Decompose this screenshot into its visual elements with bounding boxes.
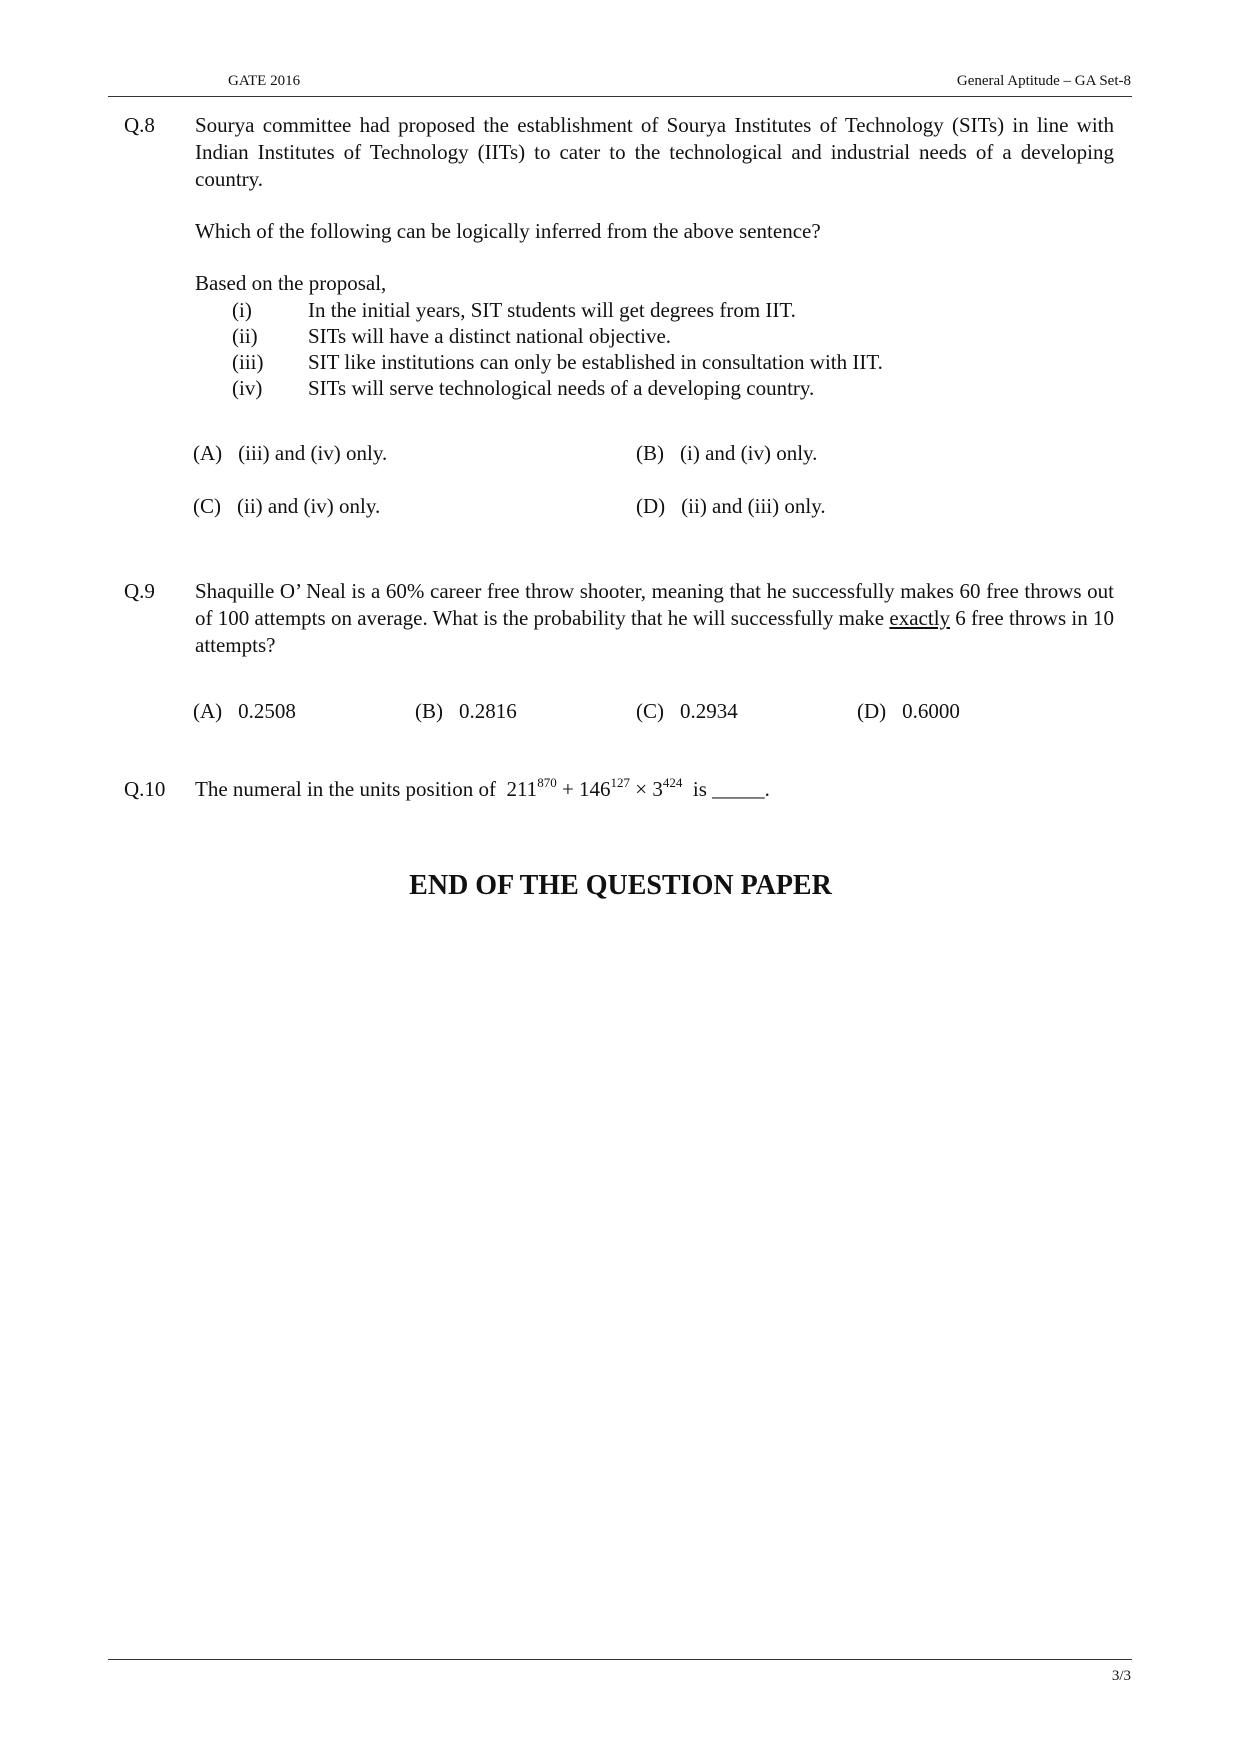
option-a (193, 440, 387, 467)
stem-text: The numeral in the units position of (195, 777, 496, 801)
statement-numeral: (iii) (232, 350, 264, 374)
option-b (415, 698, 517, 725)
question-body (195, 578, 1114, 725)
statement-text: SIT like institutions can only be established in consultation with IIT. (308, 350, 883, 374)
header-section-name: General Aptitude – GA Set-8 (956, 73, 1131, 89)
statement-numeral: (iv) (232, 376, 263, 400)
math-base: 146 (579, 777, 611, 801)
header-rule (108, 96, 1132, 97)
question-stem (195, 578, 1114, 659)
option-text: 0.6000 (902, 699, 960, 723)
option-b (636, 440, 817, 467)
option-c (193, 493, 380, 520)
question-number: Q.9 (124, 579, 155, 603)
end-of-paper-title: END OF THE QUESTION PAPER (409, 870, 832, 901)
question-number: Q.10 (124, 777, 166, 801)
math-exponent: 870 (537, 775, 557, 790)
footer-rule (108, 1659, 1132, 1660)
option-label: (C) (193, 494, 221, 518)
statement-item (195, 349, 1114, 375)
question-stem: Sourya committee had proposed the establishment of Sourya Institutes of Technology (SITs) in line with Indian Institutes of Technology (IITs) to cater to the technological and industrial needs of a developing country. (195, 113, 1114, 191)
math-exponent: 127 (610, 775, 631, 790)
header-exam-name: GATE 2016 (228, 73, 301, 89)
page-number: 3/3 (1111, 1668, 1131, 1684)
math-base: 3 (652, 777, 663, 801)
math-exponent: 424 (662, 775, 683, 790)
option-label: (C) (636, 699, 664, 723)
options-row (195, 440, 1114, 467)
statement-item (195, 375, 1114, 401)
answer-blank: _____. (712, 777, 770, 801)
statement-text: SITs will have a distinct national objective. (308, 324, 672, 348)
option-label: (A) (193, 441, 223, 465)
option-text: (i) and (iv) only. (680, 441, 818, 465)
stem-text: Shaquille O’ Neal is a 60% career free throw shooter, meaning that he successfully makes 60 free throws out of 100 attempts on average. What is the probability that he will successfully make (195, 579, 1114, 630)
statement-text: SITs will serve technological needs of a developing country. (308, 376, 815, 400)
statement-list (195, 297, 1114, 401)
statement-item (195, 323, 1114, 349)
statement-lead: Based on the proposal, (195, 271, 387, 295)
math-operator: × (635, 777, 648, 801)
math-operator: + (561, 777, 574, 801)
options-row (195, 698, 1114, 725)
option-text: (ii) and (iv) only. (237, 494, 381, 518)
option-d (857, 698, 960, 725)
option-label: (D) (857, 699, 887, 723)
stem-text: is (692, 777, 707, 801)
option-label: (B) (636, 441, 664, 465)
statement-text: In the initial years, SIT students will get degrees from IIT. (308, 298, 796, 322)
stem-emphasis: exactly (889, 606, 951, 630)
statement-item (195, 297, 1114, 323)
option-label: (D) (636, 494, 666, 518)
option-label: (B) (415, 699, 443, 723)
question-stem (195, 776, 1114, 803)
math-base: 211 (506, 777, 538, 801)
statement-numeral: (ii) (232, 324, 258, 348)
option-text: (iii) and (iv) only. (238, 441, 388, 465)
question-number: Q.8 (124, 113, 155, 137)
option-text: (ii) and (iii) only. (681, 494, 826, 518)
question-body (195, 776, 1114, 803)
option-c (636, 698, 738, 725)
stem-text: 6 free throws in 10 attempts? (195, 606, 1114, 657)
option-text: 0.2508 (238, 699, 296, 723)
question-body (195, 112, 1114, 520)
option-label: (A) (193, 699, 223, 723)
option-a (193, 698, 296, 725)
option-text: 0.2816 (459, 699, 517, 723)
statement-numeral: (i) (232, 298, 252, 322)
question-prompt: Which of the following can be logically inferred from the above sentence? (195, 219, 821, 243)
option-text: 0.2934 (680, 699, 738, 723)
options-row (195, 493, 1114, 520)
option-d (636, 493, 826, 520)
